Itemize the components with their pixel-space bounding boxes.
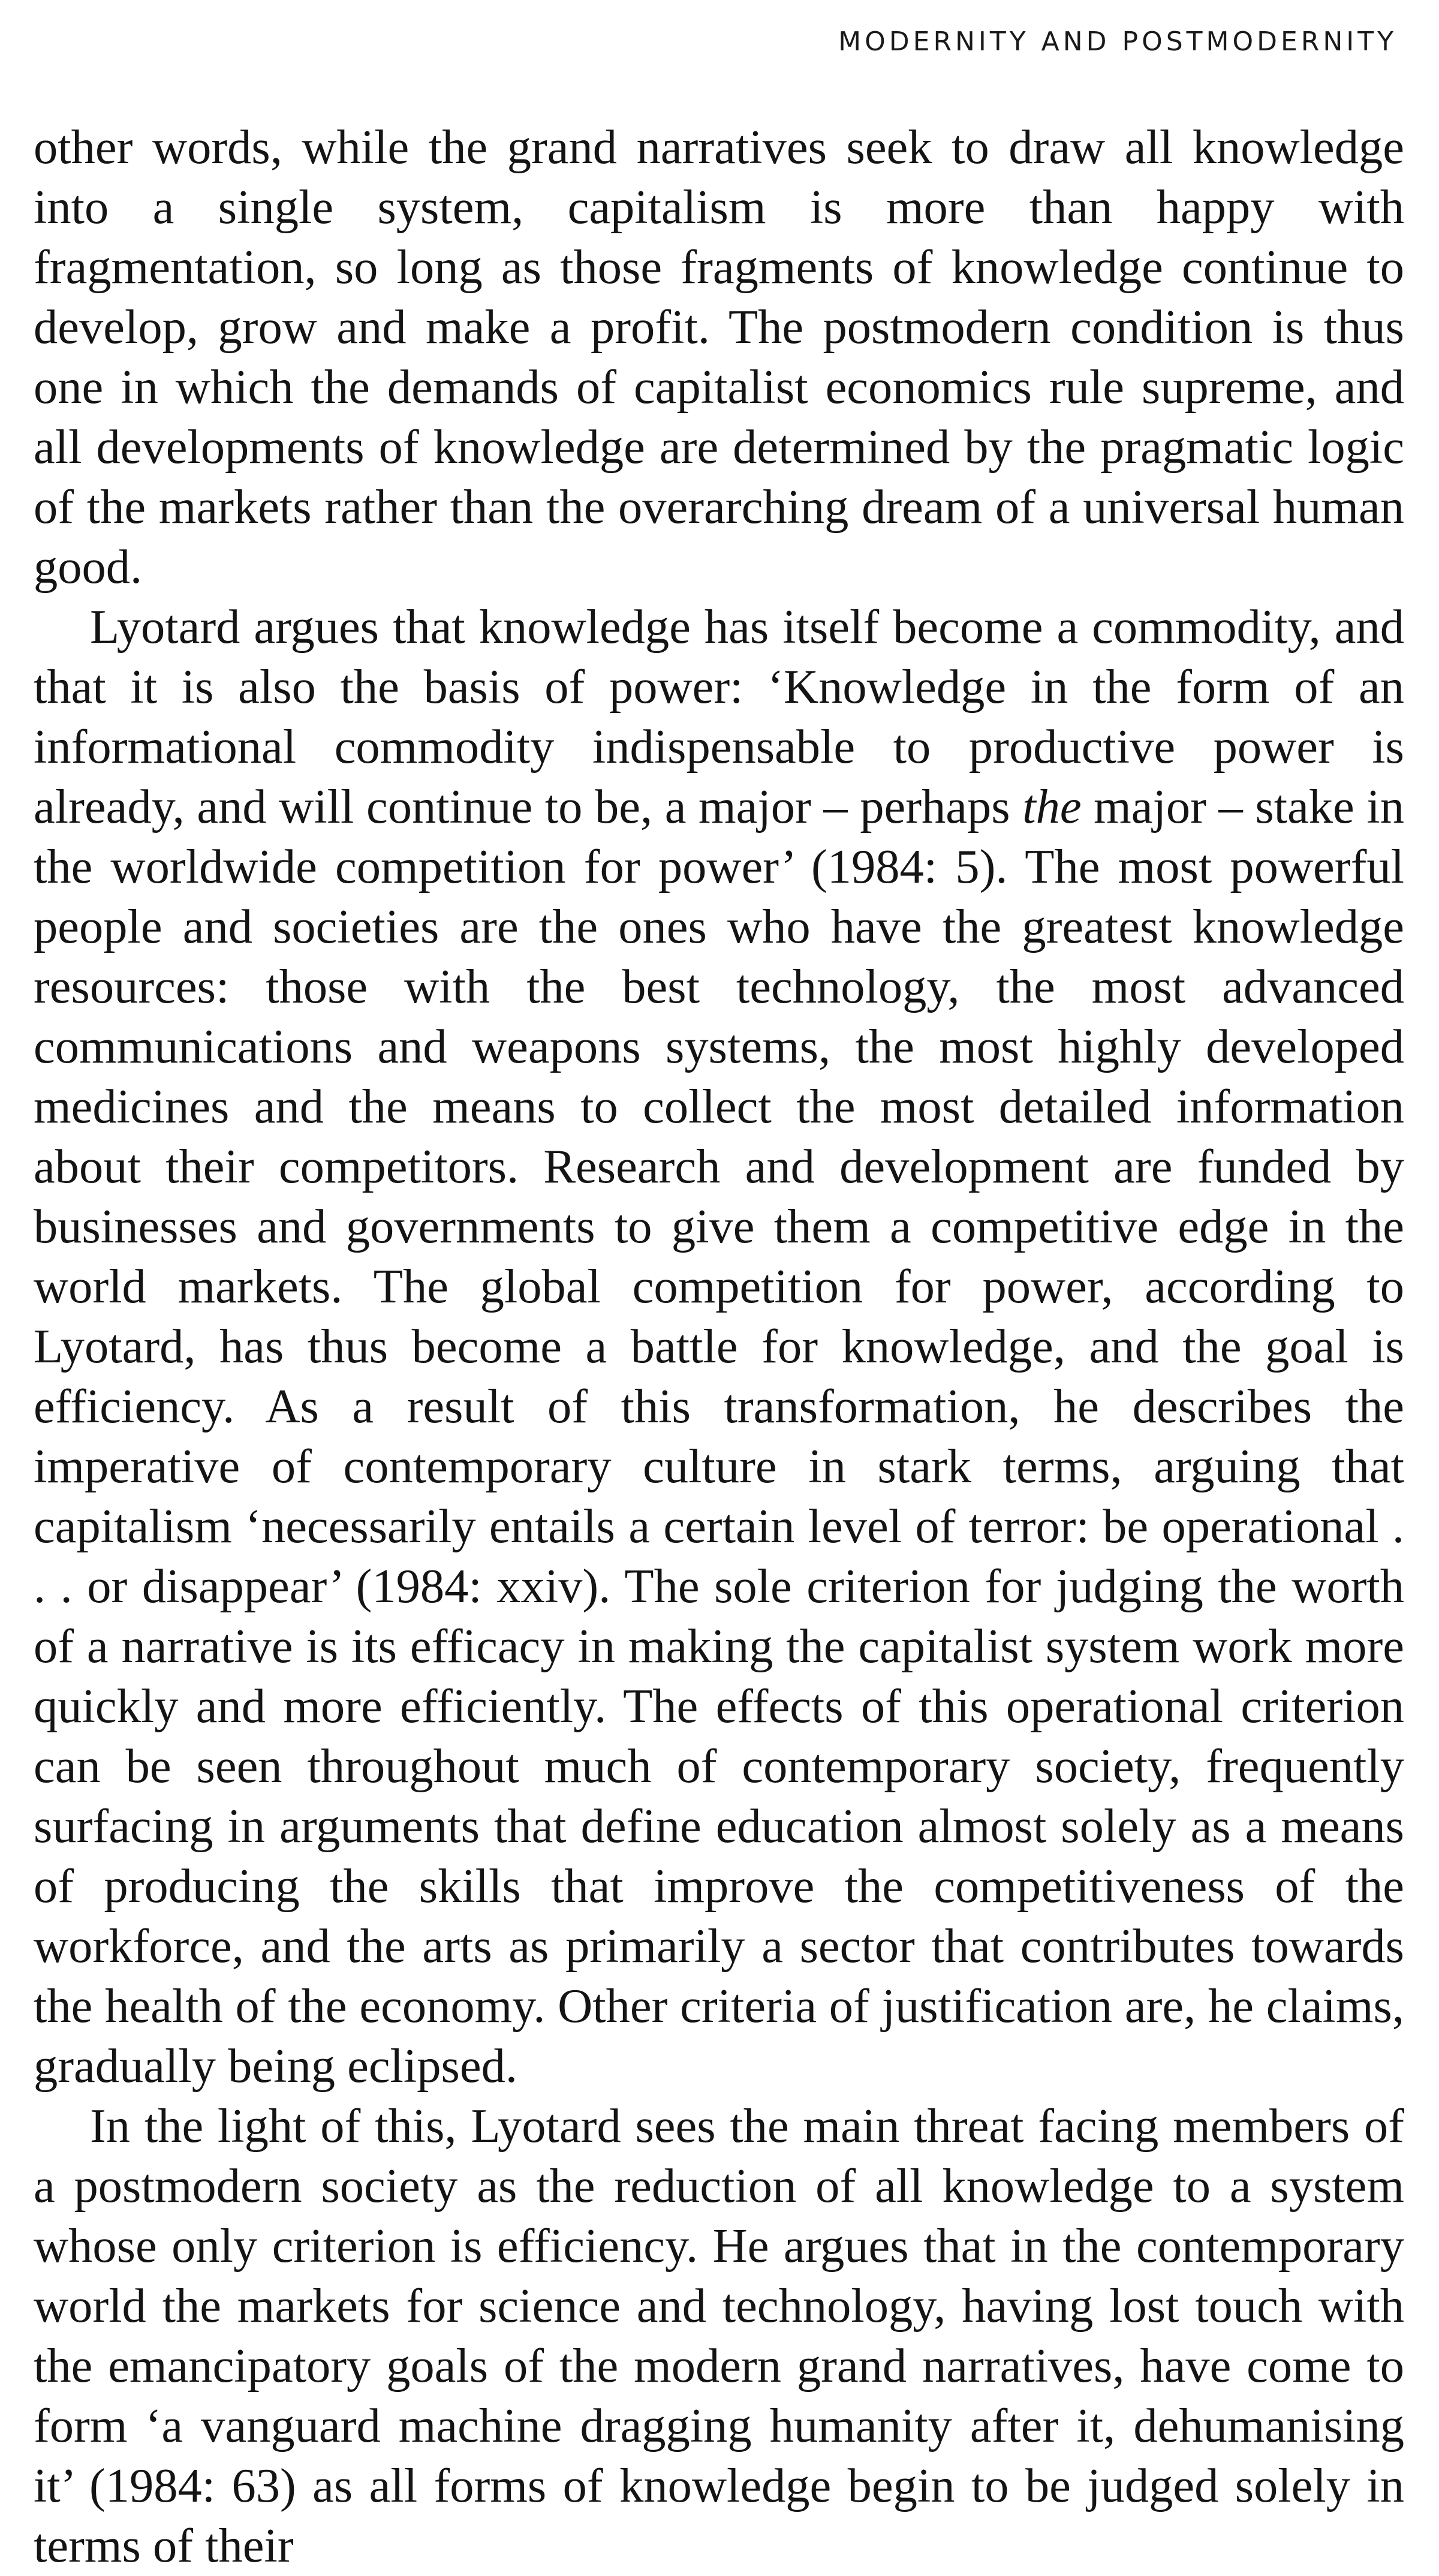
paragraph-1: other words, while the grand narratives seek to draw all knowledge into a single system, capitalism is more than happy with fragmentation, so long as those fragments of knowledge continue to develop, grow and make a profit. The postmodern condition is thus one in which the demands of capitalist economics rule supreme, and all developments of knowledge are determined by the pragmatic logic of the markets rather than the overarching dream of a universal human good. [34, 121, 1404, 594]
paragraph-2-italic-emphasis: the [1022, 780, 1082, 833]
paragraph-3: In the light of this, Lyotard sees the main threat facing members of a postmodern society as the reduction of all knowledge to a system whose only criterion is efficiency. He argues that in the contemporary world the markets for science and technology, having lost touch with the emancipatory goals of the modern grand narratives, have come to form ‘a vanguard machine dragging humanity after it, dehumanising it’ (1984: 63) as all forms of knowledge begin to be judged solely in terms of their [34, 2099, 1404, 2572]
paragraph-2 [34, 597, 1404, 2096]
paragraph-2-text-after-italic: major – stake in the worldwide competition for power’ (1984: 5). The most powerful people and societies are the ones who have the greatest knowledge resources: those with the best technology, the most advanced communications and weapons systems, the most highly developed medicines and the means to collect the most detailed information about their competitors. Research and development are funded by businesses and governments to give them a competitive edge in the world markets. The global competition for power, according to Lyotard, has thus become a battle for knowledge, and the goal is efficiency. As a result of this transformation, he describes the imperative of contemporary culture in stark terms, arguing that capitalism ‘necessarily entails a certain level of terror: be operational . . . or disappear’ (1984: xxiv). The sole criterion for judging the worth of a narrative is its efficacy in making the capitalist system work more quickly and more efficiently. The effects of this operational criterion can be seen throughout much of contemporary society, frequently surfacing in arguments that define education almost solely as a means of producing the skills that improve the competitiveness of the workforce, and the arts as primarily a sector that contributes towards the health of the economy. Other criteria of justification are, he claims, gradually being eclipsed. [34, 780, 1404, 2093]
running-head: MODERNITY AND POSTMODERNITY [838, 26, 1397, 57]
body-text [34, 118, 1404, 2576]
paragraph-2-text-before-italic: Lyotard argues that knowledge has itself become a commodity, and that it is also the basis of power: ‘Knowledge in the form of an informational commodity indispensable to productive power is already, and will continue to be, a major – perhaps [34, 600, 1404, 833]
